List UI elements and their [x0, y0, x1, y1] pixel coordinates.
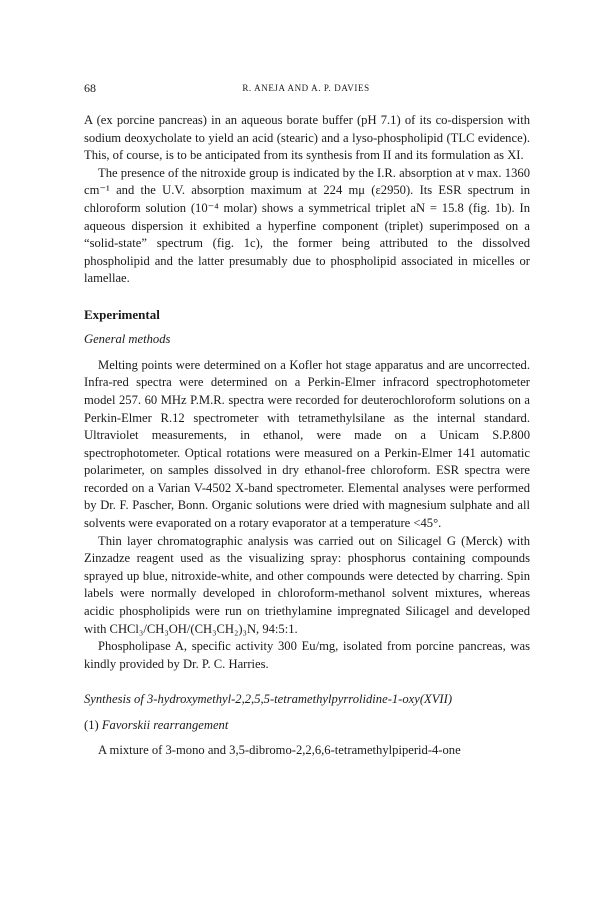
step-title: Favorskii rearrangement	[101, 717, 229, 732]
step-heading-favorskii	[84, 717, 530, 735]
paragraph-mixture: A mixture of 3-mono and 3,5-dibromo-2,2,6,6-tetramethylpiperid-4-one	[98, 743, 461, 758]
body-text	[84, 112, 530, 760]
step-number: (1)	[84, 717, 99, 732]
running-head-authors: R. ANEJA AND A. P. DAVIES	[242, 83, 370, 93]
paragraph-phospholipase: Phospholipase A, specific activity 300 Eu/mg, isolated from porcine pancreas, was kindly provided by Dr. P. C. Harries.	[84, 639, 530, 671]
paragraph-nitroxide: The presence of the nitroxide group is indicated by the I.R. absorption at ν max. 1360 cm⁻¹ and the U.V. absorption maximum at 224 mμ (ε2950). Its ESR spectrum in chloroform solution (10⁻⁴ molar) shows a symmetrical triplet aN = 15.8 (fig. 1b). In aqueous dispersion it exhibited a hyperfine component (triplet) superimposed on a “solid-state” spectrum (fig. 1c), the former being attributed to the dissolved phospholipid and the latter presumably due to phospholipid associated in micelles or lamellae.	[84, 165, 530, 286]
page-number: 68	[84, 81, 96, 95]
running-header	[84, 80, 528, 96]
section-heading-experimental: Experimental	[84, 306, 160, 322]
paragraph-methods: Melting points were determined on a Kofler hot stage apparatus and are uncorrected. Infra-red spectra were determined on a Perkin-Elmer infracord spectrophotometer model 257. 60 MHz P.M.R. spectra were recorded for deuterochloroform solutions on a Perkin-Elmer R.12 spectrometer with tetramethylsilane as the internal standard. Ultraviolet measurements, in ethanol, were made on a Unicam S.P.800 spectrophotometer. Optical rotations were measured on a Perkin-Elmer 141 automatic polarimeter, on samples dissolved in dry ethanol-free chloroform. ESR spectra were recorded on a Varian V-4502 X-band spectrometer. Elemental analyses were performed by Dr. F. Pascher, Bonn. Organic solutions were dried with magnesium sulphate and all solvents were evaporated on a rotary evaporator at a temperature <45°.	[84, 357, 530, 531]
paragraph-tlc: Thin layer chromatographic analysis was carried out on Silicagel G (Merck) with Zinzadze reagent used as the visualizing spray: phosphorus containing compounds sprayed up blue, nitroxide-white, and other compounds were detected by charring. Spin labels were normally developed in chloroform-methanol solvent mixtures, whereas acidic phospholipids were run on triethylamine impregnated Silicagel and developed with CHCl₃/CH₃OH/(CH₃CH₂)₃N, 94:5:1.	[84, 533, 530, 636]
subsection-heading-general-methods: General methods	[84, 332, 171, 347]
paragraph-continued: A (ex porcine pancreas) in an aqueous borate buffer (pH 7.1) of its co-dispersion with sodium deoxycholate to yield an acid (stearic) and a lyso-phospholipid (TLC evidence). This, of course, is to be anticipated from its synthesis from II and its formulation as XI.	[84, 113, 530, 163]
subsection-heading-synthesis: Synthesis of 3-hydroxymethyl-2,2,5,5-tetramethylpyrrolidine-1-oxy(XVII)	[84, 692, 453, 706]
